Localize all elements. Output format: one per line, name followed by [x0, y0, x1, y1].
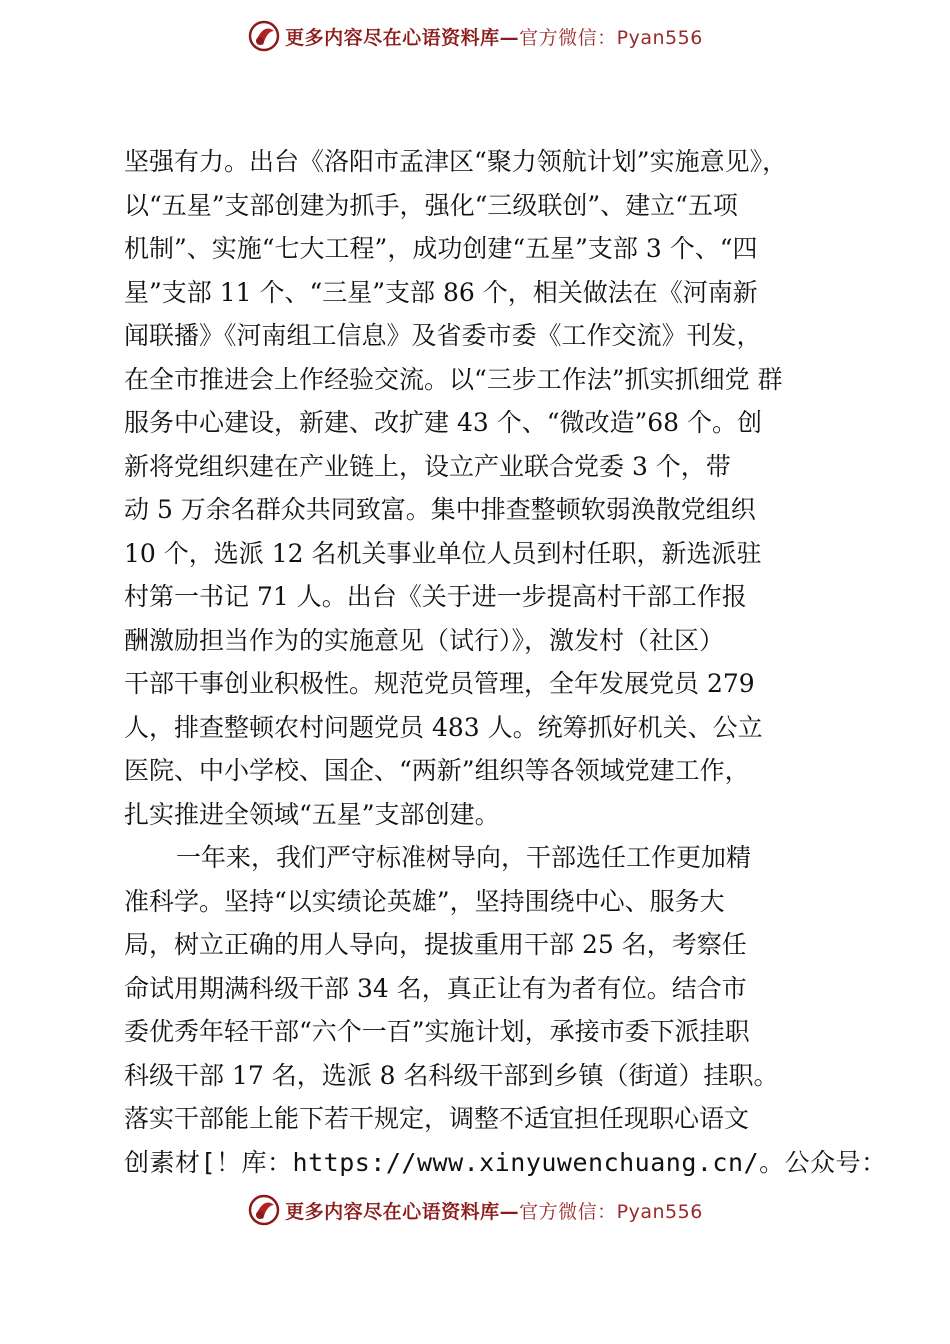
- footer-banner: [0, 1188, 950, 1232]
- text-line: 医院、中小学校、国企、“两新”组织等各领域党建工作，: [124, 756, 750, 785]
- text-line: 命试用期满科级干部 34 名，真正让有为者有位。结合市: [124, 973, 747, 1003]
- text-line: 村第一书记 71 人。出台《关于进一步提高村干部工作报: [124, 582, 747, 611]
- text-line: 委优秀年轻干部“六个一百”实施计划，承接市委下派挂职: [124, 1017, 750, 1046]
- document-body: [124, 140, 887, 1184]
- text-line: 酬激励担当作为的实施意见（试行）》，激发村（社区）: [124, 625, 725, 655]
- text-line: 闻联播》《河南组工信息》及省委市委《工作交流》刊发，: [124, 321, 762, 350]
- banner-text: 更多内容尽在心语资料库—官方微信：Pyan556: [285, 26, 703, 49]
- text-line: 在全市推进会上作经验交流。以“三步工作法”抓实抓细党 群: [124, 364, 783, 394]
- text-line: 落实干部能上能下若干规定，调整不适宜担任现职心语文: [124, 1104, 750, 1133]
- text-line: 机制”、实施“七大工程”，成功创建“五星”支部 3 个、“四: [124, 234, 758, 263]
- xinyu-logo-icon: [247, 1193, 281, 1227]
- text-line: 以“五星”支部创建为抓手，强化“三级联创”、建立“五项: [124, 190, 738, 220]
- text-line: 星”支部 11 个、“三星”支部 86 个，相关做法在《河南新: [124, 277, 758, 307]
- text-line: 10 个，选派 12 名机关事业单位人员到村任职，新选派驻: [124, 538, 762, 568]
- text-line: 人，排查整顿农村问题党员 483 人。统筹抓好机关、公立: [124, 712, 763, 742]
- text-line: 服务中心建设，新建、改扩建 43 个、“微改造”68 个。创: [124, 408, 763, 437]
- xinyu-logo-icon: [247, 19, 281, 53]
- text-line: 扎实推进全领域“五星”支部创建。: [124, 799, 500, 829]
- text-line: 坚强有力。出台《洛阳市孟津区“聚力领航计划”实施意见》，: [124, 147, 788, 176]
- text-line: 干部干事创业积极性。规范党员管理，全年发展党员 279: [124, 669, 755, 698]
- text-line-url: 创素材[！库：https://www.xinyuwenchuang.cn/。公众号：: [124, 1147, 887, 1177]
- paragraph-start-line: 一年来，我们严守标准树导向，干部选任工作更加精: [176, 843, 752, 872]
- text-line: 新将党组织建在产业链上，设立产业联合党委 3 个，带: [124, 451, 731, 481]
- header-banner: [0, 14, 950, 58]
- text-line: 科级干部 17 名，选派 8 名科级干部到乡镇（街道）挂职。: [124, 1060, 779, 1090]
- banner-text: 更多内容尽在心语资料库—官方微信：Pyan556: [285, 1200, 703, 1223]
- text-line: 准科学。坚持“以实绩论英雄”，坚持围绕中心、服务大: [124, 886, 725, 916]
- text-line: 动 5 万余名群众共同致富。集中排查整顿软弱涣散党组织: [124, 495, 756, 524]
- text-line: 局，树立正确的用人导向，提拔重用干部 25 名，考察任: [124, 930, 747, 959]
